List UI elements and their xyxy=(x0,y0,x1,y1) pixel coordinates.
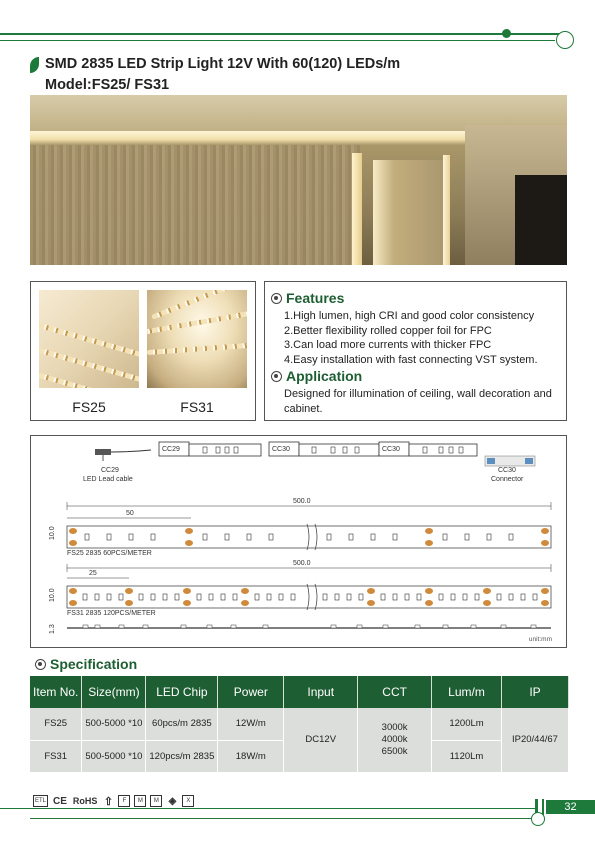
bullet-icon xyxy=(35,659,46,670)
feature-item: 2.Better flexibility rolled copper foil for FPC xyxy=(284,324,492,337)
fs25-width: 10.0 xyxy=(49,526,56,540)
mm-mark-icon: M xyxy=(150,795,162,807)
cell-lum: 1120Lm xyxy=(432,740,502,772)
fs25-pitch: 50 xyxy=(126,510,134,517)
bullet-icon xyxy=(271,371,282,382)
header-circle xyxy=(556,31,574,49)
connector-caption: Connector xyxy=(491,476,524,483)
strip-thickness: 1.3 xyxy=(49,624,56,634)
column-header: Input xyxy=(284,676,358,708)
fs31-caption: FS31 2835 120PCS/METER xyxy=(67,610,156,617)
fs31-photo xyxy=(147,290,247,388)
m-mark-icon: M xyxy=(134,795,146,807)
table-row xyxy=(30,708,569,740)
connector-label: CC30 xyxy=(272,446,290,453)
lead-cable-label: LED Lead cable xyxy=(83,476,133,483)
cell-cct xyxy=(358,708,432,772)
cell-power: 12W/m xyxy=(218,708,284,740)
weee-bin-icon: X xyxy=(182,795,194,807)
header-dot xyxy=(502,29,511,38)
application-text: Designed for illumination of ceiling, wall decoration and cabinet. xyxy=(284,388,552,415)
ce-icon: CE xyxy=(53,795,67,807)
cct-value: 3000k xyxy=(381,721,408,733)
fs31-pitch: 25 xyxy=(89,570,97,577)
connector-code: CC30 xyxy=(498,467,516,474)
fs31-width: 10.0 xyxy=(49,588,56,602)
hero-photo xyxy=(30,95,567,265)
cell-power: 18W/m xyxy=(218,740,284,772)
page-title: SMD 2835 LED Strip Light 12V With 60(120) LEDs/m xyxy=(45,56,401,72)
technical-diagram xyxy=(30,435,567,648)
connector-label: CC29 xyxy=(162,446,180,453)
rohs-icon: RoHS xyxy=(72,796,98,806)
application-heading: Application xyxy=(271,368,362,384)
spec-header-row xyxy=(30,676,569,708)
cell-lum: 1200Lm xyxy=(432,708,502,740)
model-number: Model:FS25/ FS31 xyxy=(45,77,170,93)
cell-ip: IP20/44/67 xyxy=(501,708,568,772)
specification-heading: Specification xyxy=(35,656,137,672)
cell-chip: 60pcs/m 2835 xyxy=(146,708,218,740)
column-header: CCT xyxy=(358,676,432,708)
fs31-length: 500.0 xyxy=(293,560,311,567)
feature-item: 3.Can load more currents with thicker FPC xyxy=(284,339,492,351)
cct-value: 6500k xyxy=(381,745,408,757)
lead-plug xyxy=(95,449,111,455)
column-header: Item No. xyxy=(30,676,82,708)
header-rule-thin xyxy=(0,40,555,41)
product-photos xyxy=(30,281,256,421)
fs25-label: FS25 xyxy=(72,399,106,415)
fs25-length: 500.0 xyxy=(293,498,311,505)
cell-input: DC12V xyxy=(284,708,358,772)
bullet-icon xyxy=(271,293,282,304)
fs31-label: FS31 xyxy=(180,399,214,415)
strip-segment xyxy=(299,444,379,456)
up-arrow-icon: ⇧ xyxy=(103,795,114,808)
page-number: 32 xyxy=(546,800,595,814)
feature-item: 4.Easy installation with fast connecting VST system. xyxy=(284,353,538,366)
column-header: LED Chip xyxy=(146,676,218,708)
f-mark-icon: F xyxy=(118,795,130,807)
class-iii-icon: ◈ xyxy=(168,795,177,807)
cell-size: 500-5000 *10 xyxy=(82,740,146,772)
leaf-icon xyxy=(30,57,39,73)
cell-chip: 120pcs/m 2835 xyxy=(146,740,218,772)
cct-value: 4000k xyxy=(381,733,408,745)
column-header: Power xyxy=(218,676,284,708)
fs25-caption: FS25 2835 60PCS/METER xyxy=(67,550,152,557)
footer-rule xyxy=(0,808,535,809)
feature-item: 1.High lumen, high CRI and good color consistency xyxy=(284,310,535,322)
features-heading: Features xyxy=(271,290,344,306)
certification-marks xyxy=(33,795,194,807)
column-header: IP xyxy=(501,676,568,708)
footer-circle xyxy=(531,812,545,826)
cell-size: 500-5000 *10 xyxy=(82,708,146,740)
fs25-photo xyxy=(39,290,139,388)
connector-label: CC30 xyxy=(382,446,400,453)
lead-cable-code: CC29 xyxy=(101,467,119,474)
cell-item: FS31 xyxy=(30,740,82,772)
header-rule xyxy=(0,33,560,35)
cell-item: FS25 xyxy=(30,708,82,740)
spec-table xyxy=(30,676,569,773)
footer-rule-thin xyxy=(30,818,545,819)
unit-note: unit:mm xyxy=(528,636,552,643)
features-box xyxy=(264,281,567,421)
column-header: Lum/m xyxy=(432,676,502,708)
etl-icon: ETL xyxy=(33,795,48,807)
features-list xyxy=(284,309,538,367)
column-header: Size(mm) xyxy=(82,676,146,708)
